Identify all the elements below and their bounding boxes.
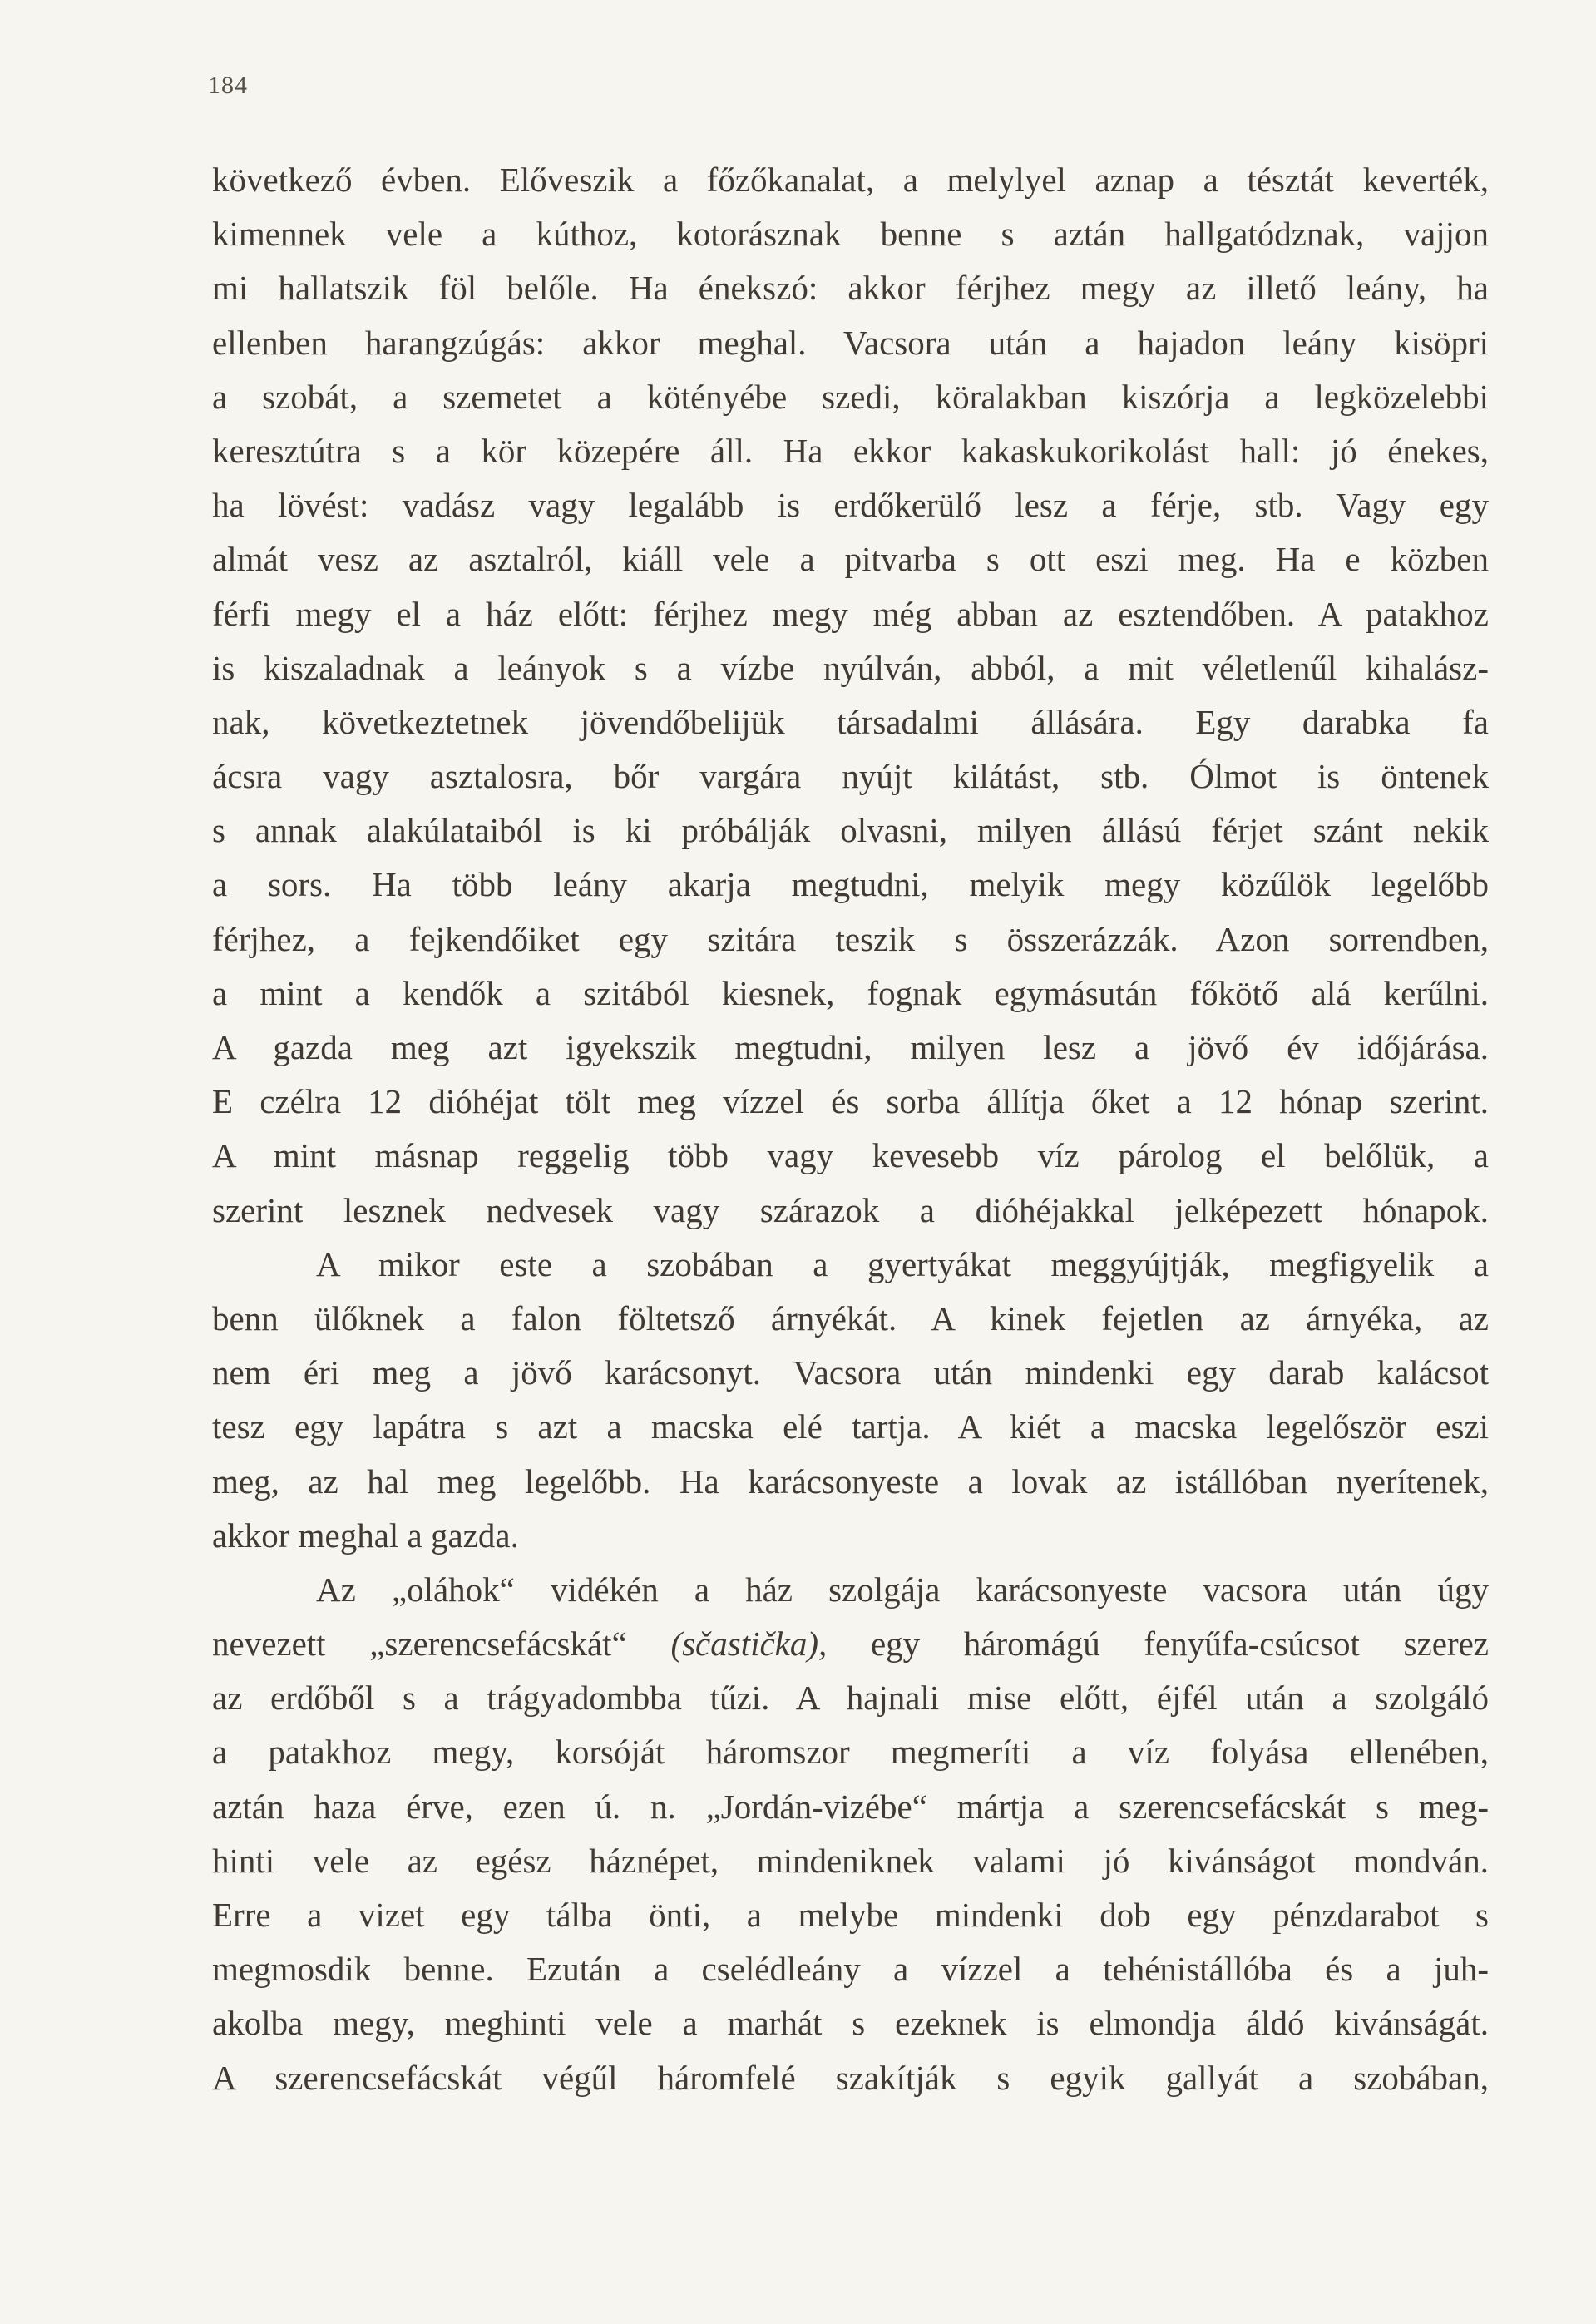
text-line: s annak alakúlataiból is ki próbálják olvasni, milyen állású férjet szánt nekik [212, 811, 1489, 850]
text-line: almát vesz az asztalról, kiáll vele a pitvarba s ott eszi meg. Ha e közben [212, 540, 1489, 579]
text-line: Az „oláhok“ vidékén a ház szolgája karácsonyeste vacsora után úgy [316, 1570, 1489, 1609]
text-line: keresztútra s a kör közepére áll. Ha ekkor kakaskukorikolást hall: jó énekes, [212, 431, 1489, 470]
text-line: hinti vele az egész háznépet, mindeniknek valami jó kivánságot mondván. [212, 1841, 1489, 1880]
text-line: A mint másnap reggelig több vagy kevesebb víz párolog el belőlük, a [212, 1136, 1489, 1175]
text-line: is kiszaladnak a leányok s a vízbe nyúlván, abból, a mit véletlenűl kihalász- [212, 648, 1489, 687]
text-line: a patakhoz megy, korsóját háromszor megmeríti a víz folyása ellenében, [212, 1733, 1489, 1772]
text-line: A mikor este a szobában a gyertyákat meggyújtják, megfigyelik a [316, 1244, 1489, 1283]
text-line: a mint a kendők a szitából kiesnek, fognak egymásután főkötő alá kerűlni. [212, 973, 1489, 1012]
text-line: mi hallatszik föl belőle. Ha énekszó: akkor férjhez megy az illető leány, ha [212, 269, 1489, 308]
text-line: akolba megy, meghinti vele a marhát s ezeknek is elmondja áldó kivánságát. [212, 2004, 1489, 2043]
text-line: megmosdik benne. Ezután a cselédleány a vízzel a tehénistállóba és a juh- [212, 1950, 1489, 1989]
paragraph-2 [212, 1238, 1489, 1563]
text-line: nak, következtetnek jövendőbelijük társadalmi állására. Egy darabka fa [212, 702, 1489, 741]
text-line: férjhez, a fejkendőiket egy szitára teszik s összerázzák. Azon sorrendben, [212, 919, 1489, 958]
text-line: tesz egy lapátra s azt a macska elé tartja. A kiét a macska legelőször eszi [212, 1407, 1489, 1446]
text-line: A gazda meg azt igyekszik megtudni, milyen lesz a jövő év időjárása. [212, 1028, 1489, 1066]
text-line: kimennek vele a kúthoz, kotorásznak benne s aztán hallgatódznak, vajjon [212, 215, 1489, 254]
text-line: A szerencsefácskát végűl háromfelé szakítják s egyik gallyát a szobában, [212, 2058, 1489, 2097]
text-line: férfi megy el a ház előtt: férjhez megy még abban az esztendőben. A patakhoz [212, 594, 1489, 633]
text-segment: nevezett „szerencsefácskát“ [212, 1624, 671, 1664]
paragraph-1 [212, 153, 1489, 1238]
text-line: E czélra 12 dióhéjat tölt meg vízzel és sorba állítja őket a 12 hónap szerint. [212, 1082, 1489, 1121]
text-line: Erre a vizet egy tálba önti, a melybe mindenki dob egy pénzdarabot s [212, 1896, 1489, 1934]
foreign-term: (sčastička), [670, 1624, 828, 1664]
text-line: ellenben harangzúgás: akkor meghal. Vacsora után a hajadon leány kisöpri [212, 323, 1489, 362]
text-line-with-term [212, 1617, 1489, 1671]
paragraph-3 [212, 1563, 1489, 2105]
text-line: akkor meghal a gazda. [212, 1516, 519, 1555]
text-line: az erdőből s a trágyadombba tűzi. A hajnali mise előtt, éjfél után a szolgáló [212, 1679, 1489, 1718]
text-line: szerint lesznek nedvesek vagy szárazok a dióhéjakkal jelképezett hónapok. [212, 1190, 1489, 1229]
text-line: benn ülőknek a falon föltetsző árnyékát. A kinek fejetlen az árnyéka, az [212, 1298, 1489, 1338]
body-text [212, 153, 1489, 2105]
text-segment: egy háromágú fenyűfa-csúcsot szerez [827, 1624, 1489, 1664]
text-line: nem éri meg a jövő karácsonyt. Vacsora után mindenki egy darab kalácsot [212, 1353, 1489, 1392]
text-line: ha lövést: vadász vagy legalább is erdőkerülő lesz a férje, stb. Vagy egy [212, 486, 1489, 525]
text-line: következő évben. Előveszik a főzőkanalat, a melylyel aznap a tésztát keverték, [212, 161, 1489, 199]
text-line: meg, az hal meg legelőbb. Ha karácsonyeste a lovak az istállóban nyerítenek, [212, 1461, 1489, 1501]
text-line: a sors. Ha több leány akarja megtudni, melyik megy közűlök legelőbb [212, 865, 1489, 904]
text-line: a szobát, a szemetet a kötényébe szedi, köralakban kiszórja a legközelebbi [212, 377, 1489, 416]
text-line: ácsra vagy asztalosra, bőr vargára nyújt kilátást, stb. Ólmot is öntenek [212, 757, 1489, 796]
page-number: 184 [208, 72, 248, 99]
text-line: aztán haza érve, ezen ú. n. „Jordán-vizébe“ mártja a szerencsefácskát s meg- [212, 1787, 1489, 1826]
